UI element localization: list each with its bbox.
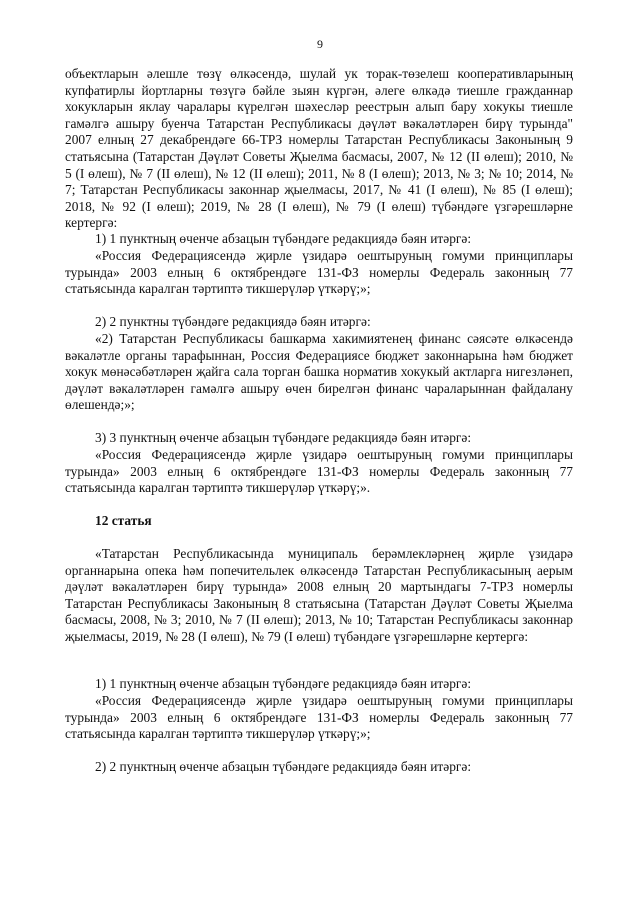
article-12-title: 12 статья <box>95 513 152 528</box>
article-12-item-1-heading: 1) 1 пунктның өченче абзацын түбәндәге редакциядә бәян итәргә: <box>95 676 472 691</box>
article-12-item-1-text: «Россия Федерациясендә җирле үзидарә оештыруның гомуми принциплары турында» 2003 елның 6 октябрендәге 131-ФЗ номерлы Федераль законның 77 статьясында каралган тәртиптә тикшерүләр үткәрү;»; <box>65 693 573 742</box>
page-number: 9 <box>317 37 323 51</box>
item-2-text: «2) Татарстан Республикасы башкарма хакимиятенең финанс сәясәте өлкәсендә вәкаләтле органы тарафыннан, Россия Федерациясе бюджет законнарына һәм бюджет хокук мөнәсәбәтләрен җайга сала торган башка норматив хокукый актларга нигезләнеп, дәүләт вәкаләтләрен гамәлгә ашыру өчен бирелгән финанс чараларыннан файдалану өлешендә;»; <box>65 331 573 413</box>
article-12-intro: «Татарстан Республикасында муниципаль берәмлекләрнең җирле үзидарә органнарына опека һәм попечительлек өлкәсендә Татарстан Республикасының аерым дәүләт вәкаләтләрен бирү турында» 2008 елның 20 мартындагы 7-ТРЗ номерлы Татарстан Республикасы Законының 8 статьясына (Татарстан Дәүләт Советы Җыелма басмасы, 2008, № 3; 2010, № 7 (II өлеш); 2013, № 10; Татарстан Республикасы законнар җыелмасы, 2019, № 28 (I өлеш), № 79 (I өлеш) түбәндәге үзгәрешләрне кертергә: <box>65 546 573 644</box>
item-3-heading: 3) 3 пунктның өченче абзацын түбәндәге редакциядә бәян итәргә: <box>95 430 472 445</box>
item-1-text: «Россия Федерациясендә җирле үзидарә оештыруның гомуми принциплары турында» 2003 елның 6 октябрендәге 131-ФЗ номерлы Федераль законның 77 статьясында каралган тәртиптә тикшерүләр үткәрү;»; <box>65 248 573 297</box>
item-2-heading: 2) 2 пунктны түбәндәге редакциядә бәян итәргә: <box>95 314 371 329</box>
item-3-text: «Россия Федерациясендә җирле үзидарә оештыруның гомуми принциплары турында» 2003 елның 6 октябрендәге 131-ФЗ номерлы Федераль законның 77 статьясында каралган тәртиптә тикшерүләр үткәрү;». <box>65 447 573 496</box>
item-1-heading: 1) 1 пунктның өченче абзацын түбәндәге редакциядә бәян итәргә: <box>95 231 472 246</box>
article-12-item-2-heading: 2) 2 пунктның өченче абзацын түбәндәге редакциядә бәян итәргә: <box>95 759 472 774</box>
intro-paragraph: объектларын әлешле төзү өлкәсендә, шулай ук торак-төзелеш кооперативларының купфатирлы йортларны төзүгә бәйле зыян күргән, әлеге өлкәдә тиешле гражданнар хокукларын яклау чаралары күрелгән шәхесләр реестрын алып бару хокукы тиешле гамәлгә ашыру буенча Татарстан Республикасы дәүләт вәкаләтләрен бирү турында" 2007 елның 27 декабрендәге 66-ТРЗ номерлы Татарстан Республикасы Законының 9 статьясына (Татарстан Дәүләт Советы Җыелма басмасы, 2007, № 12 (II өлеш); 2010, № 5 (I өлеш), № 7 (II өлеш), № 12 (II өлеш); 2011, № 8 (I өлеш); 2013, № 3; № 10; 2014, № 7; Татарстан Республикасы законнар җыелмасы, 2017, № 41 (I өлеш), № 85 (I өлеш); 2018, № 92 (I өлеш); 2019, № 28 (I өлеш), № 79 (I өлеш) түбәндәге үзгәрешләрне кертергә: <box>65 66 573 231</box>
